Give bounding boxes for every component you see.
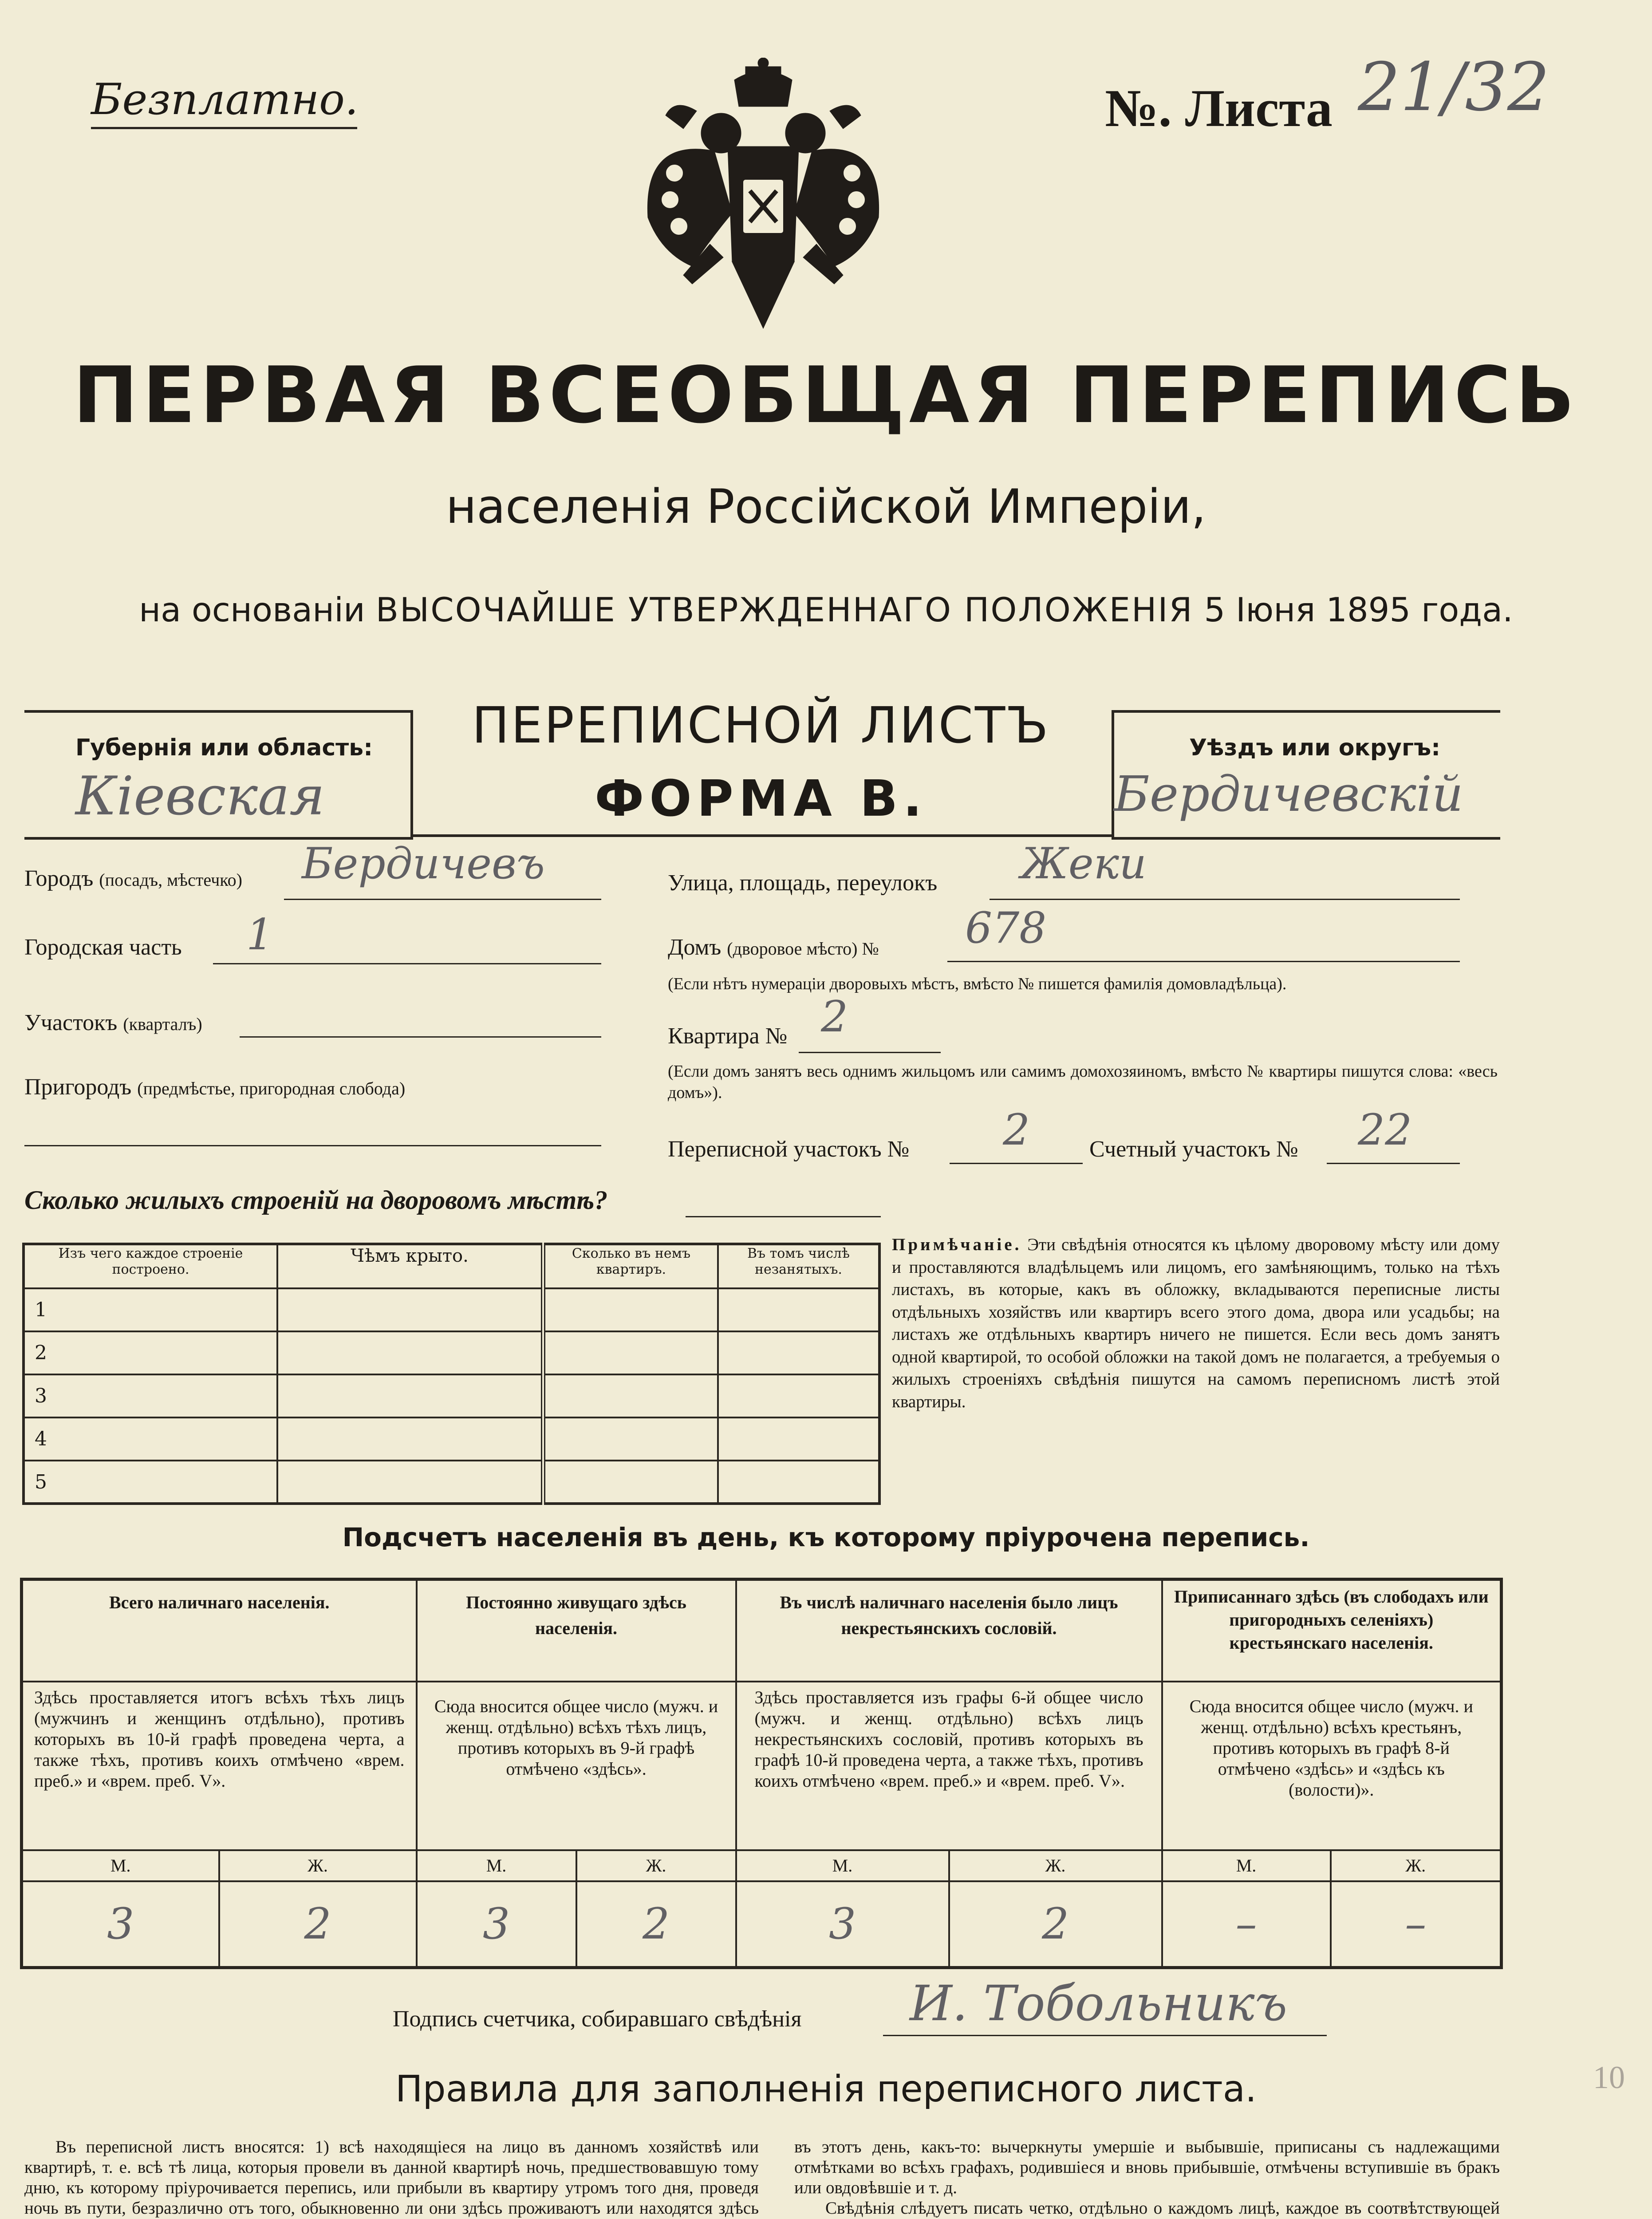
nonpeasant-male-value: 3 xyxy=(736,1881,949,1968)
census-district-value: 2 xyxy=(1003,1105,1030,1155)
count-col-nonpeasant-head: Въ числѣ наличнаго населенія было лицъ некрестьянскихъ сословій. xyxy=(736,1579,1162,1682)
free-label-underline xyxy=(91,127,357,129)
margin-mark: 10 xyxy=(1593,2060,1625,2095)
rules-left-p1: Въ переписной листъ вносятся: 1) всѣ находящіеся на лицо въ данномъ хозяйствѣ или квартирѣ, т. е. всѣ тѣ лица, которыя провели въ данной квартирѣ ночь, предшествовавшую тому дню, къ которому пріурочивается перепись, или прибыли въ квартиру утромъ того дня, проведя ночь въ пути, безразлично отъ того, обыкновенно ли они здѣсь проживаютъ или находятся здѣсь xyxy=(24,2137,759,2218)
male-label: М. xyxy=(1162,1850,1331,1881)
rules-right-column xyxy=(794,2137,1500,2219)
table-row xyxy=(24,1288,879,1331)
total-female-value: 2 xyxy=(219,1881,417,1968)
female-label: Ж. xyxy=(949,1850,1162,1881)
count-col-total-head: Всего наличнаго населенія. xyxy=(22,1579,417,1682)
female-label: Ж. xyxy=(576,1850,736,1881)
district-field xyxy=(24,1010,202,1036)
resident-female-value: 2 xyxy=(576,1881,736,1968)
count-sex-row xyxy=(22,1850,1502,1881)
signature-value: И. Тобольникъ xyxy=(910,1975,1288,2032)
city-part-line xyxy=(213,963,601,964)
count-col-resident-head: Постоянно живущаго здѣсь населенія. xyxy=(417,1579,736,1682)
count-district-line xyxy=(1327,1163,1460,1164)
count-head-row xyxy=(22,1579,1502,1682)
uezd-value: Бердичевскій xyxy=(1114,766,1463,822)
table-row xyxy=(24,1417,879,1461)
city-value: Бердичевъ xyxy=(302,839,545,888)
male-label: М. xyxy=(736,1850,949,1881)
buildings-col-material: Изъ чего каждое строеніе построено. xyxy=(24,1244,277,1288)
city-part-value: 1 xyxy=(246,910,274,959)
page-subtitle: населенія Россійской Имперіи, xyxy=(446,479,1206,534)
suburb-line xyxy=(24,1145,601,1146)
buildings-col-flats: Сколько въ немъ квартиръ. xyxy=(543,1244,718,1288)
signature-label: Подпись счетчика, собиравшаго свѣдѣнія xyxy=(393,2006,802,2032)
buildings-table-header xyxy=(24,1244,879,1288)
count-col-peasant-body: Сюда вносится общее число (мужч. и женщ. отдѣльно) всѣхъ крестьянъ, противъ которыхъ въ графѣ 8-й отмѣчено «здѣсь» и «здѣсь къ (волости)». xyxy=(1162,1682,1502,1850)
male-label: М. xyxy=(417,1850,576,1881)
uezd-label: Уѣздъ или округъ: xyxy=(1189,734,1440,761)
note-title: Примѣчаніе. xyxy=(892,1235,1022,1254)
city-line xyxy=(284,899,601,900)
legal-basis-prefix: на основаніи xyxy=(139,590,365,629)
count-body-row xyxy=(22,1682,1502,1850)
buildings-col-roof: Чѣмъ крыто. xyxy=(277,1244,543,1288)
resident-male-value: 3 xyxy=(417,1881,576,1968)
count-title: Подсчетъ населенія въ день, къ которому пріурочена перепись. xyxy=(342,1522,1310,1552)
house-value: 678 xyxy=(965,903,1047,953)
row-number: 5 xyxy=(24,1461,277,1504)
guberniya-value: Кіевская xyxy=(75,766,325,827)
row-number: 1 xyxy=(24,1288,277,1331)
suburb-label: Пригородъ xyxy=(24,1074,132,1100)
nonpeasant-female-value: 2 xyxy=(949,1881,1162,1968)
house-label: Домъ xyxy=(668,935,722,960)
rules-left-column xyxy=(24,2137,759,2219)
buildings-question: Сколько жилыхъ строеній на дворовомъ мѣстѣ? xyxy=(24,1185,608,1215)
city-part-label: Городская часть xyxy=(24,935,182,960)
house-note: (Если нѣтъ нумераціи дворовыхъ мѣстъ, вмѣсто № пишется фамилія домовладѣльца). xyxy=(668,975,1287,993)
rules-right-p1: въ этотъ день, какъ-то: вычеркнуты умершіе и выбывшіе, приписаны съ надлежащими отмѣтками во всѣхъ графахъ, родившіеся и вновь прибывшіе, отмѣчены вступившіе въ бракъ или овдовѣвшіе и т. д. xyxy=(794,2137,1500,2197)
rules-title: Правила для заполненія переписного листа. xyxy=(395,2068,1257,2110)
form-title-line1: ПЕРЕПИСНОЙ ЛИСТЪ xyxy=(472,697,1050,754)
district-line xyxy=(240,1036,601,1038)
male-label: М. xyxy=(22,1850,219,1881)
peasant-female-value: – xyxy=(1331,1881,1502,1968)
count-col-total-body: Здѣсь проставляется итогъ всѣхъ тѣхъ лицъ (мужчинъ и женщинъ отдѣльно), противъ которыхъ въ 10-й графѣ проведена черта, а также тѣхъ, противъ коихъ отмѣчено «врем. преб.» и «врем. преб. V». xyxy=(22,1682,417,1850)
house-field xyxy=(668,934,879,960)
count-table xyxy=(20,1578,1503,1969)
legal-basis-date: 5 Іюня 1895 года. xyxy=(1204,590,1513,629)
house-sub: (дворовое мѣсто) № xyxy=(727,939,879,959)
street-value: Жеки xyxy=(1021,839,1147,888)
census-district-label: Переписной участокъ № xyxy=(668,1137,910,1162)
female-label: Ж. xyxy=(1331,1850,1502,1881)
rules-right-p2: Свѣдѣнія слѣдуетъ писать четко, отдѣльно о каждомъ лицѣ, каждое въ соотвѣтствующей xyxy=(825,2199,1500,2218)
sheet-number-label: №. Листа xyxy=(1105,79,1333,138)
house-line xyxy=(947,961,1460,962)
flat-value: 2 xyxy=(821,992,848,1042)
street-label: Улица, площадь, переулокъ xyxy=(668,870,938,896)
flat-label: Квартира № xyxy=(668,1023,788,1049)
total-male-value: 3 xyxy=(22,1881,219,1968)
page-title: ПЕРВАЯ ВСЕОБЩАЯ ПЕРЕПИСЬ xyxy=(73,351,1579,441)
legal-basis xyxy=(0,590,1652,629)
buildings-col-vacant: Въ томъ числѣ незанятыхъ. xyxy=(718,1244,879,1288)
count-col-nonpeasant-body: Здѣсь проставляется изъ графы 6-й общее число (мужч. и женщ. отдѣльно) всѣхъ лицъ некрестьянскихъ сословій, противъ которыхъ въ графѣ 10-й проведена черта, а также тѣхъ, противъ коихъ отмѣчено «врем. преб.» и «врем. преб. V». xyxy=(736,1682,1162,1850)
census-district-line xyxy=(950,1163,1083,1164)
flat-line xyxy=(799,1052,941,1053)
suburb-sub: (предмѣстье, пригородная слобода) xyxy=(137,1078,406,1098)
female-label: Ж. xyxy=(219,1850,417,1881)
count-district-value: 22 xyxy=(1358,1105,1412,1155)
sheet-number-value: 21/32 xyxy=(1358,49,1550,126)
count-col-resident-body: Сюда вносится общее число (мужч. и женщ. отдѣльно) всѣхъ тѣхъ лицъ, противъ которыхъ въ 9-й графѣ отмѣчено «здѣсь». xyxy=(417,1682,736,1850)
buildings-table xyxy=(22,1243,881,1505)
count-district-label: Счетный участокъ № xyxy=(1089,1137,1298,1162)
signature-line xyxy=(883,2035,1327,2036)
peasant-male-value: – xyxy=(1162,1881,1331,1968)
city-label: Городъ xyxy=(24,866,94,891)
buildings-note xyxy=(892,1234,1500,1504)
table-row xyxy=(24,1331,879,1374)
form-title-line2: ФОРМА В. xyxy=(595,770,927,828)
band-bottom-rule xyxy=(410,834,1112,837)
imperial-eagle-emblem xyxy=(643,58,883,333)
table-row xyxy=(24,1374,879,1417)
guberniya-label: Губернія или область: xyxy=(75,734,373,761)
note-text: Эти свѣдѣнія относятся къ цѣлому дворовому мѣсту или дому и проставляются владѣльцемъ или лицомъ, его замѣняющимъ, только на тѣхъ листахъ, въ которые, какъ въ обложку, вкладываются переписные листы отдѣльныхъ хозяйствъ или квартиръ всего этого дома, двора или усадьбы; на листахъ же отдѣльныхъ квартиръ ничего не пишется. Если весь домъ занятъ одной квартирой, то особой обложки на такой домъ не полагается, а требуемыя о жилыхъ строеніяхъ свѣдѣнія пишутся на самомъ переписномъ листѣ этой квартиры. xyxy=(892,1235,1500,1411)
suburb-field xyxy=(24,1074,405,1100)
free-label: Безплатно. xyxy=(91,75,359,124)
street-line xyxy=(990,899,1460,900)
table-row xyxy=(24,1461,879,1504)
count-values-row xyxy=(22,1881,1502,1968)
row-number: 4 xyxy=(24,1417,277,1461)
count-col-peasant-head: Приписаннаго здѣсь (въ слободахъ или пригородныхъ селеніяхъ) крестьянскаго населенія. xyxy=(1162,1579,1502,1682)
city-sub: (посадъ, мѣстечко) xyxy=(99,870,242,890)
row-number: 2 xyxy=(24,1331,277,1374)
district-label: Участокъ xyxy=(24,1010,118,1035)
flat-note: (Если домъ занятъ весь однимъ жильцомъ или самимъ домохозяиномъ, вмѣсто № квартиры пишутся слова: «весь домъ»). xyxy=(668,1062,1498,1102)
district-sub: (кварталъ) xyxy=(123,1014,202,1034)
row-number: 3 xyxy=(24,1374,277,1417)
buildings-question-line xyxy=(686,1216,881,1217)
legal-basis-main: ВЫСОЧАЙШЕ УТВЕРЖДЕННАГО ПОЛОЖЕНІЯ xyxy=(375,590,1194,629)
